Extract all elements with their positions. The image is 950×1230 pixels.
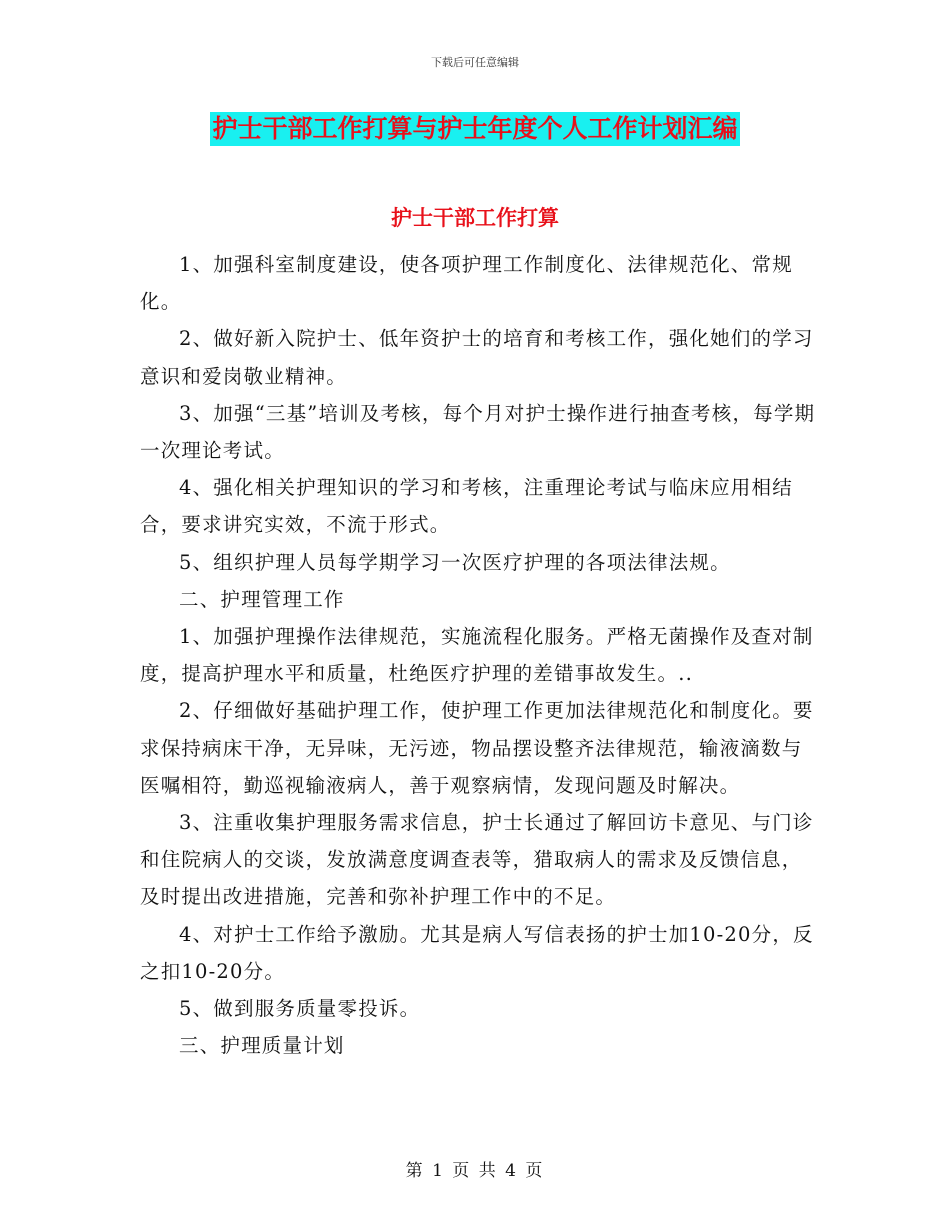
paragraph: 1、加强护理操作法律规范，实施流程化服务。严格无菌操作及查对制度，提高护理水平和质量，杜绝医疗护理的差错事故发生。..: [140, 625, 814, 686]
header-note: 下载后可任意编辑: [431, 56, 519, 69]
subheading: 三、护理质量计划: [179, 1034, 345, 1058]
paragraph: 2、仔细做好基础护理工作，使护理工作更加法律规范化和制度化。要求保持病床干净，无异味，无污迹，物品摆设整齐法律规范，输液滴数与医嘱相符，勤巡视输液病人，善于观察病情，发现问题及时解决。: [140, 699, 814, 797]
paragraph: 5、做到服务质量零投诉。: [179, 997, 421, 1021]
paragraph: 5、组织护理人员每学期学习一次医疗护理的各项法律法规。: [179, 550, 731, 574]
document-body: [140, 246, 820, 1064]
paragraph: 1、加强科室制度建设，使各项护理工作制度化、法律规范化、常规化。: [140, 253, 793, 314]
paragraph: 3、注重收集护理服务需求信息，护士长通过了解回访卡意见、与门诊和住院病人的交谈，发放满意度调查表等，猎取病人的需求及反馈信息，及时提出改进措施，完善和弥补护理工作中的不足。: [140, 811, 814, 909]
paragraph: 2、做好新入院护士、低年资护士的培育和考核工作，强化她们的学习意识和爱岗敬业精神。: [140, 327, 814, 388]
document-title-container: [0, 112, 950, 146]
paragraph: 4、对护士工作给予激励。尤其是病人写信表扬的护士加10-20分，反之扣10-20分。: [140, 922, 814, 983]
paragraph: 3、加强“三基”培训及考核，每个月对护士操作进行抽查考核，每学期一次理论考试。: [140, 401, 816, 463]
subheading: 二、护理管理工作: [179, 587, 345, 611]
section-title: 护士干部工作打算: [391, 206, 559, 230]
paragraph: 4、强化相关护理知识的学习和考核，注重理论考试与临床应用相结合，要求讲究实效，不流于形式。: [140, 476, 793, 537]
document-title: 护士干部工作打算与护士年度个人工作计划汇编: [210, 112, 739, 146]
page-number-footer: 第 1 页 共 4 页: [405, 1161, 545, 1181]
